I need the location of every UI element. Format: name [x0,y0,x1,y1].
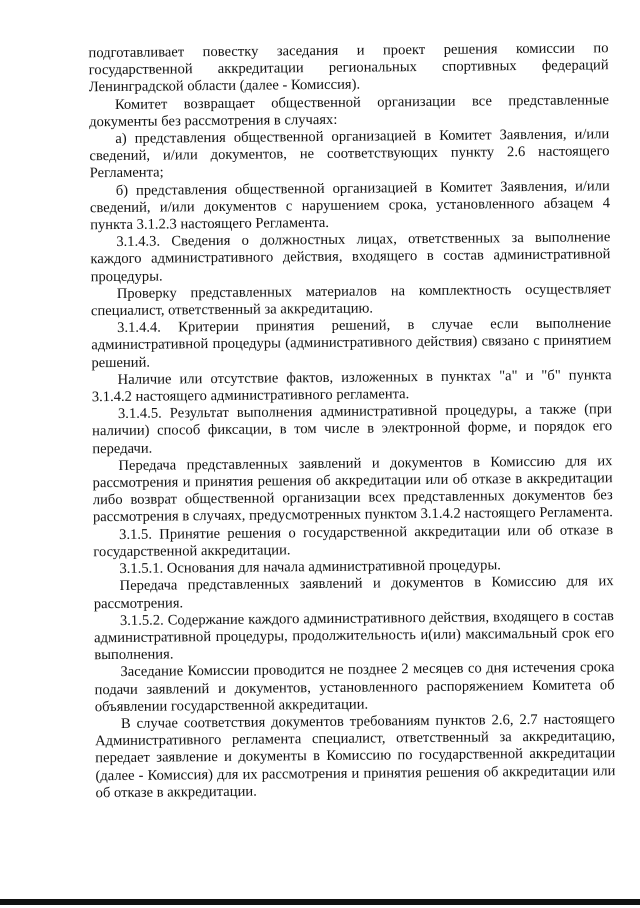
scan-edge-bar [0,899,640,905]
paragraph-5: Проверку представленных материалов на комплектность осуществляет специалист, ответственный за аккредитацию. [91,281,611,320]
paragraph-6: 3.1.4.4. Критерии принятия решений, в случае если выполнение административной процедуры (административного действия) связано с принятием решений. [91,315,611,372]
paragraph-7: Наличие или отсутствие фактов, изложенных в пунктах "а" и "б" пункта 3.1.4.2 настоящего административного регламента. [92,367,612,406]
paragraph-4: 3.1.4.3. Сведения о должностных лицах, ответственных за выполнение каждого административного действия, входящего в состав административной процедуры. [90,229,610,286]
paragraph-9: Передача представленных заявлений и документов в Комиссию для их рассмотрения и принятия решения об аккредитации или об отказе в аккредитации либо возврат общественной организации всех представленных документов без рассмотрения в случаях, предусмотренных пунктом 3.1.4.2 настоящего Регламента. [92,453,613,527]
paragraph-12: Передача представленных заявлений и документов в Комиссию для их рассмотрения. [94,574,614,613]
paragraph-11: 3.1.5.1. Основания для начала административной процедуры. [93,556,613,578]
paragraph-8: 3.1.4.5. Результат выполнения административной процедуры, а также (при наличии) способ фиксации, в том числе в электронной форме, и порядок его передачи. [92,401,612,458]
paragraph-3: б) представления общественной организацией в Комитет Заявления, и/или сведений, и/или документов с нарушением срока, установленного абзацем 4 пункта 3.1.2.3 настоящего Регламента. [90,178,610,235]
paragraph-2: а) представления общественной организацией в Комитет Заявления, и/или сведений, и/или документов, не соответствующих пункту 2.6 настоящего Регламента; [89,126,609,183]
paragraph-10: 3.1.5. Принятие решения о государственной аккредитации или об отказе в государственной аккредитации. [93,522,613,561]
paragraph-1: Комитет возвращает общественной организации все представленные документы без рассмотрения в случаях: [89,92,609,131]
paragraph-14: Заседание Комиссии проводится не позднее 2 месяцев со дня истечения срока подачи заявлений и документов, установленного распоряжением Комитета об объявлении государственной аккредитации. [94,660,614,717]
paragraph-15: В случае соответствия документов требованиям пунктов 2.6, 2.7 настоящего Административного регламента специалист, ответственный за аккредитацию, передает заявление и документы в Комиссию по государственной аккредитации (далее - Комиссия) для их рассмотрения и принятия решения об аккредитации или об отказе в аккредитации. [95,711,616,802]
paragraph-0: подготавливает повестку заседания и проект решения комиссии по государственной аккредитации региональных спортивных федераций Ленинградской области (далее - Комиссия). [88,40,608,97]
paragraph-13: 3.1.5.2. Содержание каждого административного действия, входящего в состав административной процедуры, продолжительность и(или) максимальный срок его выполнения. [94,608,614,665]
